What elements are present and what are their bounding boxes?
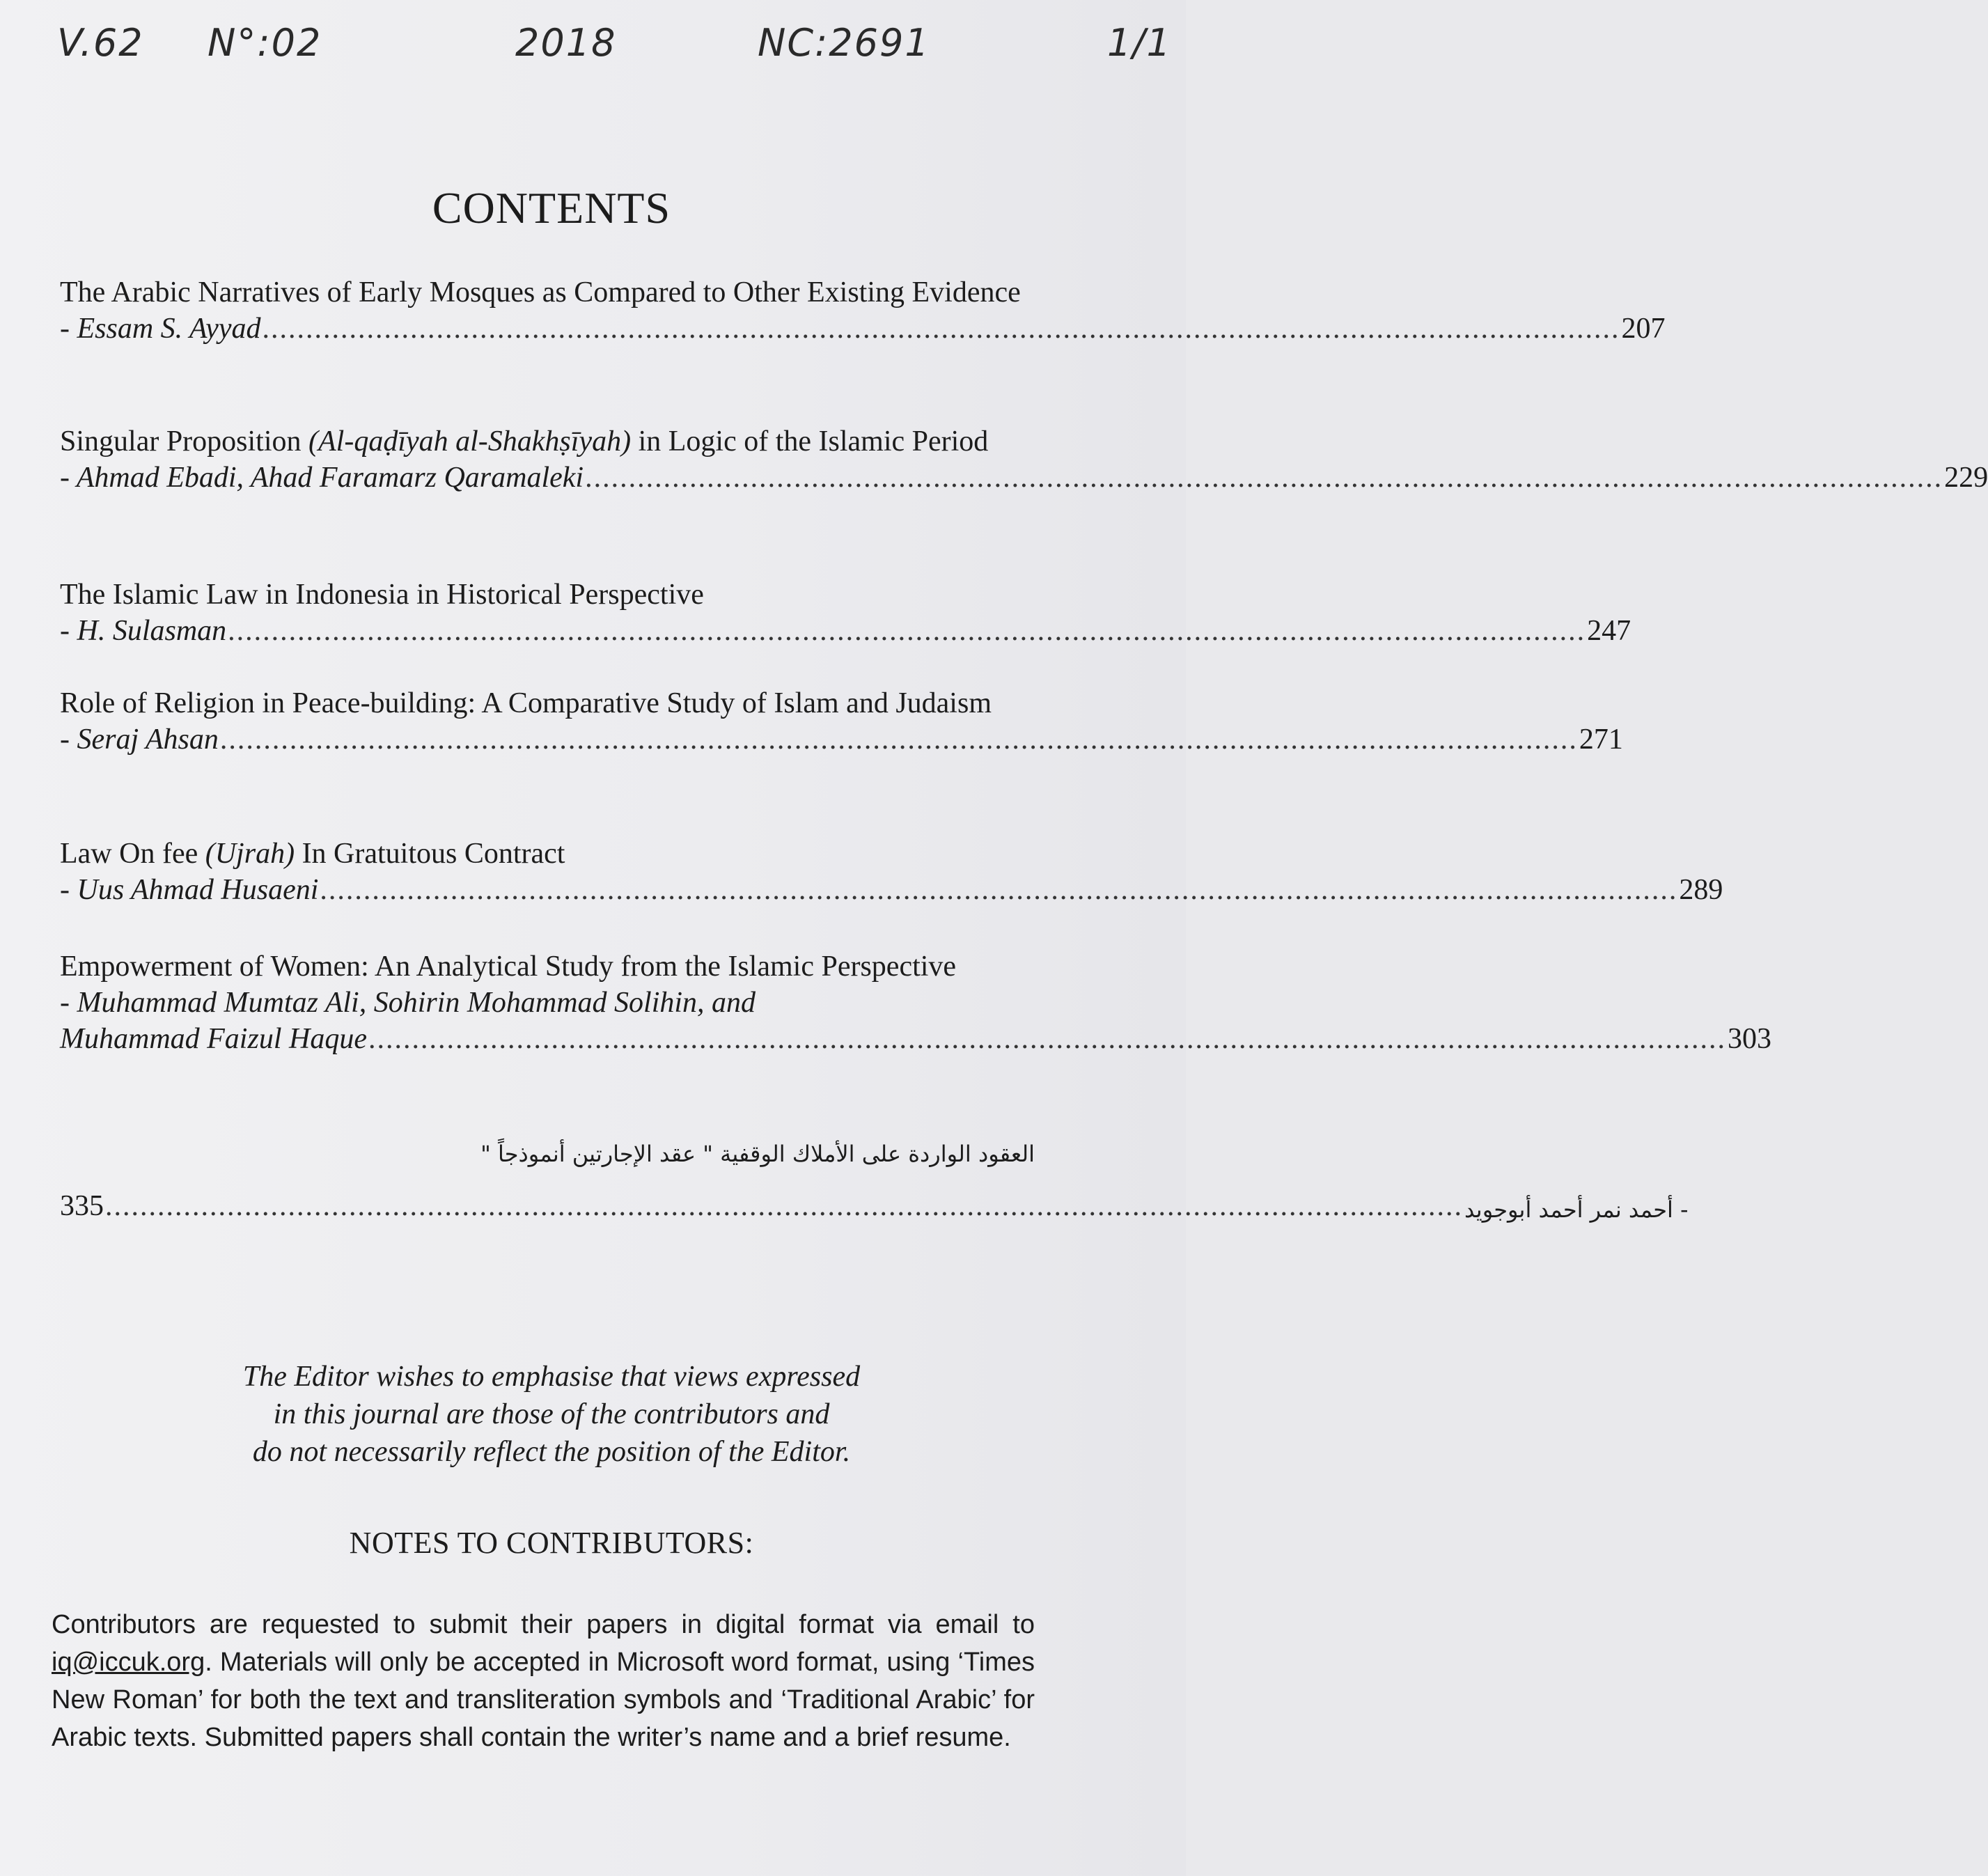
toc-entry-line (60, 460, 1988, 496)
toc-entry-page: 247 (1587, 615, 1631, 647)
notes-body (52, 1606, 1035, 1756)
dot-leader: ............................................................................................................................................................ (262, 313, 1620, 345)
handwritten-nc: NC:2691 (758, 21, 930, 65)
toc-entry (60, 836, 1723, 908)
toc-entry-title (60, 423, 1043, 460)
toc-entry-line (60, 872, 1723, 908)
toc-entry-title-arabic: العقود الواردة على الأملاك الوقفية " عقد الإجارتين أنموذجاً " (480, 1141, 1035, 1167)
toc-entry-title: The Islamic Law in Indonesia in Historical Perspective (60, 579, 704, 611)
dot-leader: ............................................................................................................................................................ (219, 724, 1578, 756)
disclaimer-line: The Editor wishes to emphasise that views expressed (242, 1361, 861, 1393)
toc-entry-line (60, 1189, 1689, 1223)
dot-leader: ............................................................................................................................................................ (228, 615, 1586, 647)
handwritten-volume: V.62 (57, 21, 144, 65)
toc-entry-line (60, 721, 1623, 758)
toc-entry (60, 577, 1631, 649)
notes-text: . Materials will only be accepted in Microsoft word format, using ‘Times New Roman’ for both the text and transliteration symbols and ‘Traditional Arabic’ for Arabic texts. Submitted papers shall contain the writer’s name and a brief resume. (52, 1648, 1035, 1752)
dot-leader: ............................................................................................................................................................ (320, 874, 1678, 906)
toc-entry-author: - Uus Ahmad Husaeni (60, 874, 319, 906)
toc-entry-title: The Arabic Narratives of Early Mosques as Compared to Other Existing Evidence (60, 276, 1021, 308)
toc-entry-title: Role of Religion in Peace-building: A Comparative Study of Islam and Judaism (60, 687, 992, 719)
disclaimer-line: in this journal are those of the contributors and (273, 1398, 830, 1430)
disclaimer-line: do not necessarily reflect the position of the Editor. (252, 1436, 851, 1468)
toc-entry-author: - Seraj Ahsan (60, 724, 219, 756)
handwritten-page: 1/1 (1107, 21, 1172, 65)
toc-entry-title (60, 836, 1043, 872)
toc-entry (60, 685, 1623, 758)
toc-entry (60, 423, 1988, 496)
contributor-email-link[interactable]: iq@iccuk.org (52, 1648, 205, 1677)
dot-leader: ............................................................................................................................................................ (105, 1190, 1463, 1222)
dot-leader: ............................................................................................................................................................ (368, 1023, 1726, 1055)
toc-entry-line (60, 613, 1631, 649)
toc-title-text: Singular Proposition (60, 425, 309, 458)
toc-entry-author: Muhammad Faizul Haque (60, 1023, 367, 1055)
notes-heading: NOTES TO CONTRIBUTORS: (349, 1526, 754, 1560)
editor-disclaimer (60, 1358, 1043, 1471)
toc-entry-page: 303 (1727, 1023, 1771, 1055)
toc-title-italic: (Ujrah) (205, 838, 295, 870)
toc-entry-page: 335 (60, 1190, 104, 1222)
toc-entry-author: - Muhammad Mumtaz Ali, Sohirin Mohammad Solihin, and (60, 987, 756, 1019)
handwritten-number: N°:02 (208, 21, 322, 65)
dot-leader: ............................................................................................................................................................ (585, 462, 1943, 494)
notes-text: Contributors are requested to submit their papers in digital format via email to (52, 1610, 1035, 1639)
toc-entry-line (60, 311, 1666, 347)
toc-entry-title: Empowerment of Women: An Analytical Study from the Islamic Perspective (60, 951, 957, 983)
toc-entry-author: - Ahmad Ebadi, Ahad Faramarz Qaramaleki (60, 462, 584, 494)
handwritten-year: 2018 (515, 21, 617, 65)
toc-title-text: in Logic of the Islamic Period (631, 425, 989, 458)
toc-entry (60, 274, 1666, 347)
toc-title-text: Law On fee (60, 838, 205, 870)
toc-entry-author-arabic: - أحمد نمر أحمد أبوجويد (1464, 1196, 1689, 1223)
toc-entry-author: - H. Sulasman (60, 615, 227, 647)
toc-entry (60, 948, 1771, 1057)
toc-entry-page: 271 (1579, 724, 1623, 756)
toc-entry-page: 229 (1944, 462, 1988, 494)
toc-title-text: In Gratuitous Contract (295, 838, 565, 870)
toc-entry-line (60, 1021, 1771, 1057)
toc-entry-author: - Essam S. Ayyad (60, 313, 261, 345)
page-title: CONTENTS (432, 183, 671, 233)
toc-entry-page: 207 (1621, 313, 1666, 345)
toc-entry-page: 289 (1679, 874, 1723, 906)
toc-title-italic: (Al-qaḍīyah al-Shakhṣīyah) (308, 425, 632, 458)
